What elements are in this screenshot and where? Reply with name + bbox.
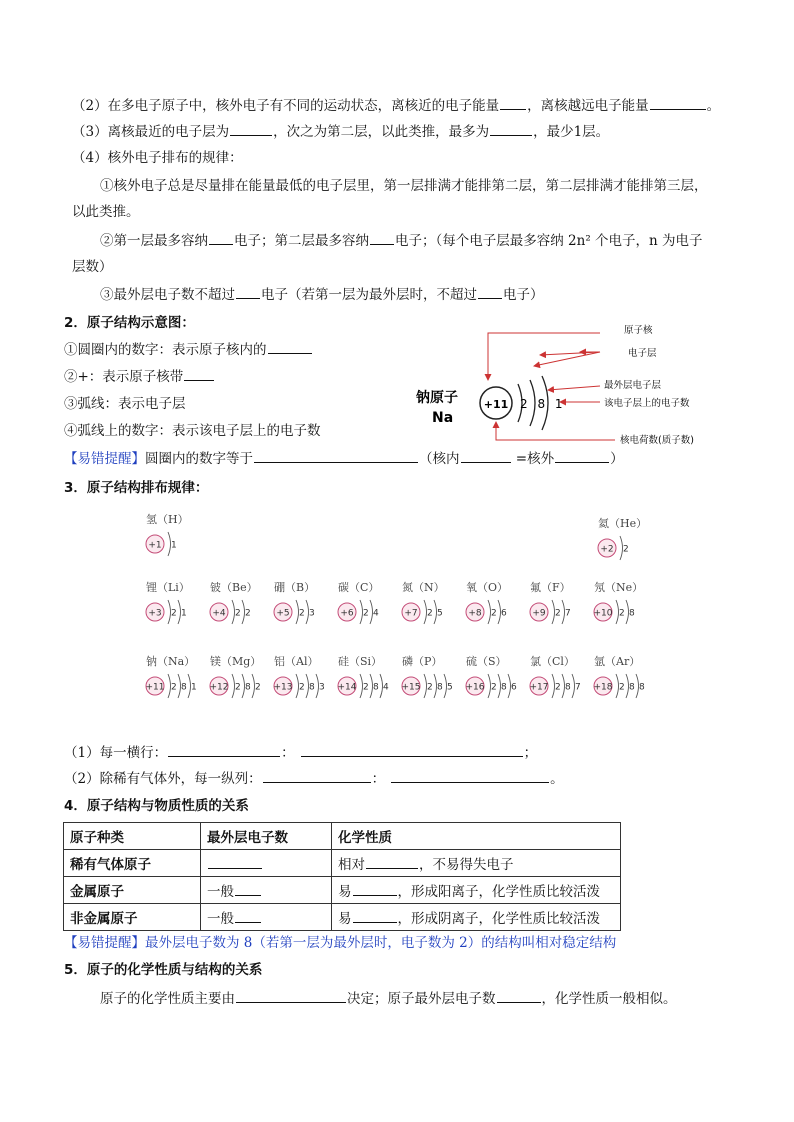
atom-structure-grid bbox=[130, 505, 670, 735]
nucleus-charge: +7 bbox=[404, 608, 418, 619]
atom-name: 氧（O） bbox=[466, 581, 509, 594]
rule-2: ②第一层最多容纳 电子；第二层最多容纳 电子；（每个电子层最多容纳 2n² 个电子，n 为电子 bbox=[100, 230, 734, 252]
shell-electron-count: 6 bbox=[501, 608, 507, 619]
shell-electron-count: 4 bbox=[373, 608, 379, 619]
shell-electron-count: 2 bbox=[299, 682, 305, 693]
atom-name: 硅（Si） bbox=[338, 655, 383, 668]
section-2-heading: 2．原子结构示意图： bbox=[64, 315, 195, 331]
th-kind: 原子种类 bbox=[64, 823, 201, 850]
blank[interactable] bbox=[500, 95, 526, 110]
atom-structure-svg bbox=[592, 597, 664, 627]
shell-electron-count: 8 bbox=[629, 682, 635, 693]
blank[interactable] bbox=[366, 854, 418, 869]
blank[interactable] bbox=[650, 95, 706, 110]
atom-name: 磷（P） bbox=[402, 655, 443, 668]
shell-electron-count: 2 bbox=[555, 608, 561, 619]
shell-electron-count: 2 bbox=[619, 608, 625, 619]
nucleus-charge: +6 bbox=[340, 608, 354, 619]
shell-electron-count: 2 bbox=[255, 682, 261, 693]
shell-electron-count: 2 bbox=[171, 608, 177, 619]
nucleus-charge: +12 bbox=[209, 682, 229, 693]
nucleus-charge: +16 bbox=[465, 682, 485, 693]
blank[interactable] bbox=[209, 230, 233, 245]
nucleus-charge: +5 bbox=[276, 608, 290, 619]
s3-q1: （1）每一横行： ： ； bbox=[64, 742, 734, 764]
nucleus-charge: +11 bbox=[483, 398, 509, 411]
shell-electron-count: 2 bbox=[427, 682, 433, 693]
nucleus-charge: +9 bbox=[532, 608, 546, 619]
label-shell: 电子层 bbox=[628, 348, 657, 359]
shell-electron-count: 2 bbox=[363, 682, 369, 693]
cell-property: 相对 ，不易得失电子 bbox=[332, 850, 621, 877]
atom-name: 硫（S） bbox=[466, 655, 507, 668]
atom-item bbox=[208, 579, 280, 629]
nucleus-charge: +3 bbox=[148, 608, 162, 619]
blank[interactable] bbox=[370, 230, 394, 245]
cell-count: 一般 bbox=[201, 904, 332, 931]
nucleus-charge: +17 bbox=[529, 682, 549, 693]
blank[interactable] bbox=[168, 742, 280, 757]
atom-item bbox=[592, 653, 664, 703]
blank[interactable] bbox=[268, 339, 312, 354]
nucleus-charge: +4 bbox=[212, 608, 226, 619]
atom-symbol: Na bbox=[432, 410, 454, 426]
nucleus-charge: +13 bbox=[273, 682, 293, 693]
label-nucleus: 原子核 bbox=[624, 325, 653, 336]
label-nuclear-charge: 核电荷数(质子数) bbox=[620, 435, 694, 446]
blank[interactable] bbox=[301, 742, 523, 757]
shell-electron-count: 1 bbox=[181, 608, 187, 619]
line-2: （2）在多电子原子中，核外电子有不同的运动状态，离核近的电子能量 ，离核越远电子能量 。 bbox=[72, 95, 734, 117]
atom-name: 钠（Na） bbox=[146, 655, 196, 668]
shell-electron-count: 8 bbox=[373, 682, 379, 693]
shell-electron-count: 8 bbox=[437, 682, 443, 693]
rule-1: ①核外电子总是尽量排在能量最低的电子层里，第一层排满才能排第二层，第二层排满才能排第三层， bbox=[100, 178, 708, 194]
shell-electron-count: 2 bbox=[235, 608, 241, 619]
shell-electron-count: 7 bbox=[565, 608, 571, 619]
shell-electron-count: 2 bbox=[427, 608, 433, 619]
atom-item bbox=[400, 653, 472, 703]
line-4: （4）核外电子排布的规律： bbox=[72, 150, 243, 166]
atom-item bbox=[400, 579, 472, 629]
atom-structure-svg bbox=[464, 671, 536, 701]
atom-item bbox=[464, 579, 536, 629]
atom-structure-svg bbox=[336, 597, 408, 627]
atom-name: 镁（Mg） bbox=[210, 655, 262, 668]
atom-structure-svg bbox=[528, 597, 600, 627]
blank[interactable] bbox=[230, 121, 272, 136]
atom-structure-svg bbox=[592, 671, 664, 701]
atom-name: 氮（N） bbox=[402, 581, 445, 594]
shell-electron-count: 5 bbox=[447, 682, 453, 693]
atom-name: 铍（Be） bbox=[210, 581, 258, 594]
atom-structure-svg bbox=[596, 533, 668, 563]
shell-electron-count: 8 bbox=[565, 682, 571, 693]
tip-label: 【易错提醒】 bbox=[64, 935, 145, 951]
shell-electron-count: 3 bbox=[319, 682, 325, 693]
shell-electron-count: 8 bbox=[501, 682, 507, 693]
label-electron-count: 该电子层上的电子数 bbox=[604, 398, 690, 409]
atom-item bbox=[144, 653, 216, 703]
atom-item bbox=[336, 579, 408, 629]
atom-structure-svg bbox=[144, 529, 216, 559]
nucleus-charge: +18 bbox=[593, 682, 613, 693]
atom-item bbox=[596, 515, 668, 565]
shell-electron-count: 4 bbox=[383, 682, 389, 693]
atom-name: 氢（H） bbox=[146, 513, 189, 526]
th-count: 最外层电子数 bbox=[201, 823, 332, 850]
shell-electron-count: 2 bbox=[235, 682, 241, 693]
shell-electron-count: 2 bbox=[299, 608, 305, 619]
atom-item bbox=[528, 653, 600, 703]
atom-structure-svg bbox=[464, 597, 536, 627]
blank[interactable] bbox=[236, 988, 346, 1003]
shell-electron-count: 2 bbox=[623, 544, 629, 555]
section-4-heading: 4．原子结构与物质性质的关系 bbox=[64, 798, 249, 814]
atom-item bbox=[144, 579, 216, 629]
cell-kind: 金属原子 bbox=[64, 877, 201, 904]
blank[interactable] bbox=[353, 908, 397, 923]
atom-name: 氦（He） bbox=[598, 517, 648, 530]
section-5-heading: 5．原子的化学性质与结构的关系 bbox=[64, 962, 263, 978]
s2-item-2: ②+：表示原子核带 bbox=[64, 366, 734, 388]
atom-name: 硼（B） bbox=[274, 581, 316, 594]
blank[interactable] bbox=[263, 768, 371, 783]
atom-structure-svg bbox=[336, 671, 408, 701]
atom-structure-svg bbox=[144, 597, 216, 627]
shell-electron-count: 1 bbox=[191, 682, 197, 693]
atom-item bbox=[272, 653, 344, 703]
blank[interactable] bbox=[490, 121, 532, 136]
nucleus-charge: +1 bbox=[148, 540, 162, 551]
atom-structure-svg bbox=[208, 671, 280, 701]
atom-structure-svg bbox=[272, 671, 344, 701]
atom-structure-svg bbox=[208, 597, 280, 627]
rule-1-cont: 以此类推。 bbox=[72, 204, 140, 220]
cell-count bbox=[201, 850, 332, 877]
rule-2-cont: 层数） bbox=[72, 259, 113, 275]
shell-electron-count: 8 bbox=[245, 682, 251, 693]
atom-item bbox=[528, 579, 600, 629]
shell-counts: 2 8 1 bbox=[520, 397, 566, 411]
s2-item-4: ④弧线上的数字：表示该电子层上的电子数 bbox=[64, 423, 321, 439]
atom-name: 锂（Li） bbox=[146, 581, 190, 594]
shell-electron-count: 2 bbox=[245, 608, 251, 619]
shell-electron-count: 8 bbox=[309, 682, 315, 693]
line-3: （3）离核最近的电子层为 ，次之为第二层，以此类推，最多为 ，最少1层。 bbox=[72, 121, 734, 143]
blank[interactable] bbox=[208, 854, 262, 869]
s4-tip: 【易错提醒】最外层电子数为 8（若第一层为最外层时，电子数为 2）的结构叫相对稳定结构 bbox=[64, 935, 617, 951]
blank[interactable] bbox=[235, 881, 261, 896]
cell-kind: 稀有气体原子 bbox=[64, 850, 201, 877]
th-property: 化学性质 bbox=[332, 823, 621, 850]
atom-structure-svg bbox=[144, 671, 216, 701]
atom-name: 碳（C） bbox=[338, 581, 380, 594]
atom-structure-svg bbox=[400, 597, 472, 627]
blank[interactable] bbox=[236, 284, 260, 299]
atom-name: 铝（Al） bbox=[274, 655, 319, 668]
nucleus-charge: +14 bbox=[337, 682, 357, 693]
shell-electron-count: 2 bbox=[171, 682, 177, 693]
table-header-row bbox=[64, 823, 621, 850]
atom-diagram-svg bbox=[400, 320, 730, 450]
sodium-atom-diagram bbox=[400, 320, 730, 450]
atom-name: 氯（Cl） bbox=[530, 655, 575, 668]
atom-item bbox=[208, 653, 280, 703]
blank[interactable] bbox=[184, 366, 214, 381]
shell-electron-count: 2 bbox=[555, 682, 561, 693]
s2-item-3: ③弧线：表示电子层 bbox=[64, 396, 186, 412]
atom-name: 氩（Ar） bbox=[594, 655, 641, 668]
cell-kind: 非金属原子 bbox=[64, 904, 201, 931]
blank[interactable] bbox=[235, 908, 261, 923]
properties-table bbox=[63, 822, 621, 931]
s2-item-1: ①圆圈内的数字：表示原子核内的 bbox=[64, 339, 734, 361]
atom-name: 氖（Ne） bbox=[594, 581, 644, 594]
atom-structure-svg bbox=[400, 671, 472, 701]
rule-3: ③最外层电子数不超过 电子（若第一层为最外层时，不超过 电子） bbox=[100, 284, 734, 306]
nucleus-charge: +10 bbox=[593, 608, 613, 619]
shell-electron-count: 2 bbox=[619, 682, 625, 693]
tip-label: 【易错提醒】 bbox=[64, 451, 145, 467]
shell-electron-count: 6 bbox=[511, 682, 517, 693]
shell-electron-count: 3 bbox=[309, 608, 315, 619]
shell-electron-count: 2 bbox=[491, 608, 497, 619]
cell-count: 一般 bbox=[201, 877, 332, 904]
blank[interactable] bbox=[555, 448, 609, 463]
cell-property: 易 ，形成阴离子，化学性质比较活泼 bbox=[332, 904, 621, 931]
shell-electron-count: 5 bbox=[437, 608, 443, 619]
label-outer-shell: 最外层电子层 bbox=[604, 380, 662, 391]
nucleus-charge: +8 bbox=[468, 608, 482, 619]
shell-electron-count: 1 bbox=[171, 540, 177, 551]
s2-tip: 【易错提醒】圆圈内的数字等于 （核内 =核外 ） bbox=[64, 448, 734, 470]
table-row bbox=[64, 904, 621, 931]
blank[interactable] bbox=[391, 768, 549, 783]
nucleus-charge: +2 bbox=[600, 544, 614, 555]
blank[interactable] bbox=[353, 881, 397, 896]
table-row bbox=[64, 850, 621, 877]
shell-electron-count: 8 bbox=[181, 682, 187, 693]
atom-item bbox=[336, 653, 408, 703]
shell-electron-count: 2 bbox=[363, 608, 369, 619]
nucleus-charge: +15 bbox=[401, 682, 421, 693]
atom-item bbox=[144, 511, 216, 561]
atom-item bbox=[592, 579, 664, 629]
blank[interactable] bbox=[461, 448, 511, 463]
atom-name: 钠原子 bbox=[416, 390, 458, 406]
shell-electron-count: 7 bbox=[575, 682, 581, 693]
atom-item bbox=[272, 579, 344, 629]
s5-text: 原子的化学性质主要由 决定；原子最外层电子数 ，化学性质一般相似。 bbox=[100, 988, 734, 1010]
atom-item bbox=[464, 653, 536, 703]
shell-electron-count: 8 bbox=[639, 682, 645, 693]
shell-electron-count: 2 bbox=[491, 682, 497, 693]
section-3-heading: 3．原子结构排布规律： bbox=[64, 480, 209, 496]
atom-structure-svg bbox=[528, 671, 600, 701]
atom-name: 氟（F） bbox=[530, 581, 571, 594]
cell-property: 易 ，形成阳离子，化学性质比较活泼 bbox=[332, 877, 621, 904]
blank[interactable] bbox=[254, 448, 418, 463]
blank[interactable] bbox=[497, 988, 541, 1003]
table-row bbox=[64, 877, 621, 904]
shell-electron-count: 8 bbox=[629, 608, 635, 619]
atom-structure-svg bbox=[272, 597, 344, 627]
nucleus-charge: +11 bbox=[145, 682, 165, 693]
s3-q2: （2）除稀有气体外，每一纵列： ： 。 bbox=[64, 768, 734, 790]
blank[interactable] bbox=[478, 284, 502, 299]
